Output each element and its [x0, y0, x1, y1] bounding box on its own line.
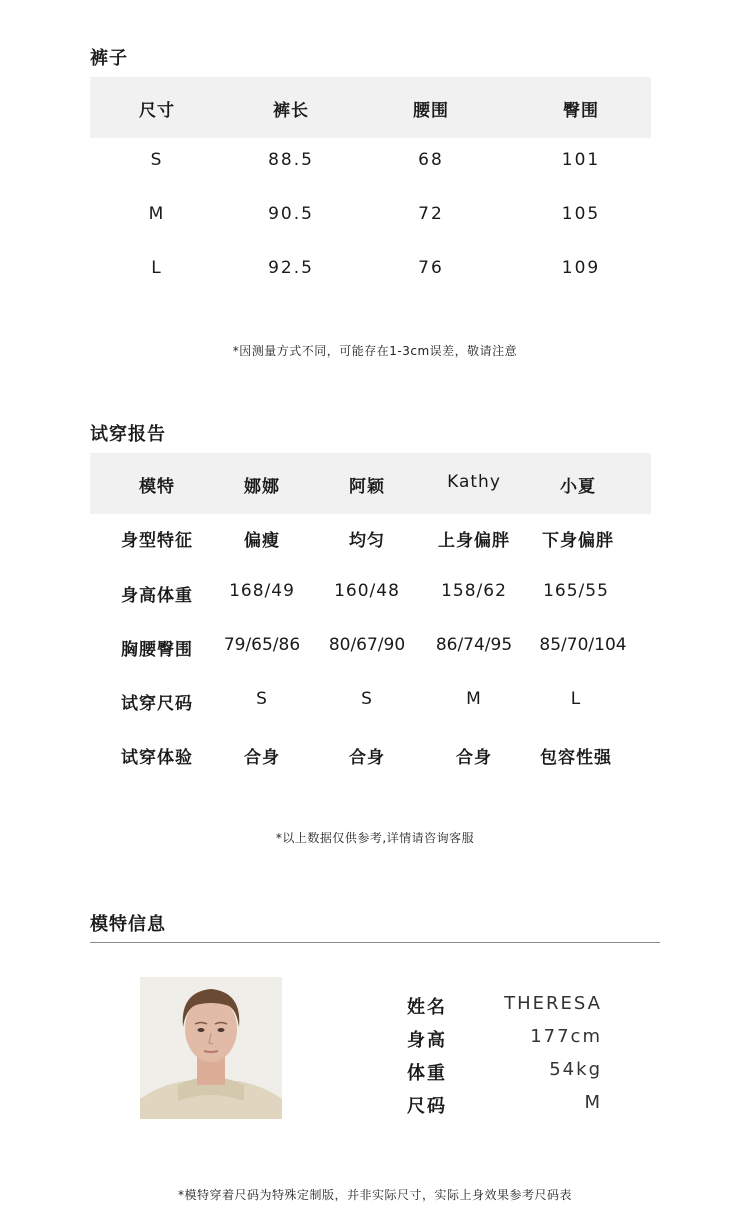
model-portrait-photo	[140, 977, 282, 1119]
pants-cell: L	[151, 258, 163, 278]
pants-cell: 76	[418, 258, 444, 278]
try-on-header-kathy: Kathy	[447, 472, 501, 492]
try-on-cell: 80/67/90	[328, 635, 406, 655]
try-on-row-label: 试穿体验	[121, 748, 193, 768]
try-on-cell: 79/65/86	[223, 635, 301, 655]
pants-cell: S	[150, 150, 164, 170]
model-info-divider	[90, 942, 660, 943]
model-portrait-illustration	[140, 977, 282, 1119]
try-on-cell: 85/70/104	[539, 635, 627, 655]
try-on-row-label: 胸腰臀围	[121, 640, 193, 660]
try-on-header-model: 模特	[139, 477, 175, 497]
try-on-cell: 包容性强	[540, 748, 612, 768]
try-on-cell: S	[256, 689, 268, 709]
try-on-cell: 158/62	[441, 581, 507, 601]
try-on-cell: 165/55	[543, 581, 609, 601]
try-on-cell: 168/49	[229, 581, 295, 601]
try-on-cell: 偏瘦	[244, 531, 280, 551]
try-on-cell: 合身	[349, 748, 385, 768]
try-on-cell: M	[466, 689, 482, 709]
pants-cell: 105	[561, 204, 601, 224]
try-on-header-aying: 阿颖	[349, 477, 385, 497]
pants-header-size: 尺寸	[139, 101, 175, 121]
pants-cell: 68	[418, 150, 444, 170]
try-on-cell: 均匀	[349, 531, 385, 551]
model-size-label: 尺码	[407, 1096, 447, 1117]
try-on-cell: 上身偏胖	[438, 531, 510, 551]
pants-cell: M	[148, 204, 166, 224]
pants-cell: 101	[561, 150, 601, 170]
pants-section-title: 裤子	[90, 48, 128, 69]
try-on-row-label: 身型特征	[121, 531, 193, 551]
model-name-label: 姓名	[407, 997, 447, 1018]
pants-cell: 90.5	[268, 204, 314, 224]
try-on-header-nana: 娜娜	[244, 477, 280, 497]
model-name-value: THERESA	[504, 993, 602, 1014]
model-info-section-title: 模特信息	[90, 914, 166, 935]
try-on-header-xiaoxia: 小夏	[560, 477, 596, 497]
model-height-label: 身高	[407, 1030, 447, 1051]
pants-header-waist: 腰围	[413, 101, 449, 121]
try-on-cell: 下身偏胖	[542, 531, 614, 551]
try-on-row-label: 身高体重	[121, 586, 193, 606]
pants-cell: 92.5	[268, 258, 314, 278]
pants-measure-note: *因测量方式不同，可能存在1-3cm误差，敬请注意	[232, 344, 518, 358]
try-on-cell: 160/48	[334, 581, 400, 601]
try-on-cell: S	[361, 689, 373, 709]
try-on-cell: 合身	[456, 748, 492, 768]
pants-cell: 88.5	[268, 150, 314, 170]
try-on-section-title: 试穿报告	[90, 424, 166, 445]
model-height-value: 177cm	[530, 1026, 602, 1047]
pants-header-hip: 臀围	[563, 101, 599, 121]
try-on-cell: 86/74/95	[435, 635, 513, 655]
try-on-row-label: 试穿尺码	[121, 694, 193, 714]
model-size-value: M	[584, 1092, 602, 1113]
model-weight-label: 体重	[407, 1063, 447, 1084]
pants-header-length: 裤长	[273, 101, 309, 121]
try-on-reference-note: *以上数据仅供参考,详情请咨询客服	[275, 831, 475, 845]
model-size-note: *模特穿着尺码为特殊定制版，并非实际尺寸，实际上身效果参考尺码表	[177, 1188, 572, 1202]
pants-cell: 72	[418, 204, 444, 224]
try-on-cell: 合身	[244, 748, 280, 768]
pants-cell: 109	[561, 258, 601, 278]
model-weight-value: 54kg	[549, 1059, 602, 1080]
try-on-cell: L	[570, 689, 582, 709]
